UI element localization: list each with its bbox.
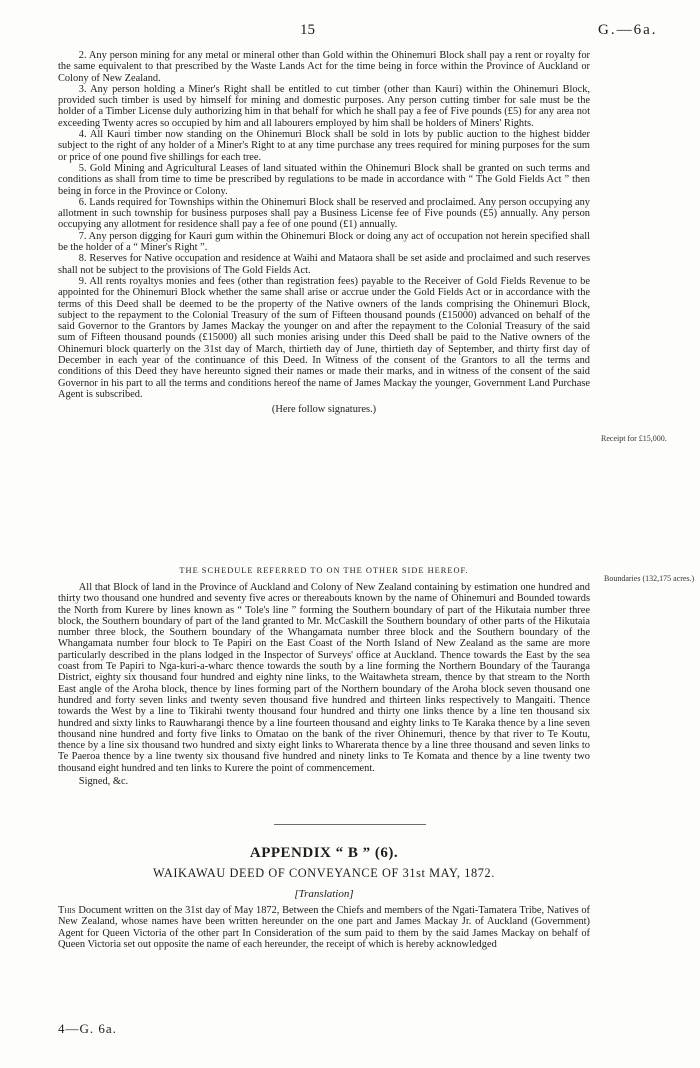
deed-text: [58, 905, 590, 950]
appendix-heading: APPENDIX “ B ” (6).: [249, 845, 399, 861]
deed-lead-word: This: [58, 905, 76, 916]
deed-body: Document written on the 31st day of May 1872, Between the Chiefs and members of the Ngati-Tamatera Tribe, Natives of New Zealand, whose names have been written hereunder on the one part and James Mackay Jr. of Auckland (Government) Agent for Queen Victoria of the other part In Consideration of the sum paid to them by the said James Mackay on behalf of Queen Victoria set out opposite the name of each hereunder, the receipt of which is hereby acknowledged: [58, 905, 590, 950]
clause-6: 6. Lands required for Townships within the Ohinemuri Block shall be reserved and proclaimed. Any person occupying any allotment in such township for business purposes shall pay a Business License fee of Five pounds (£5) annually. Any person occupying any allotment for residence shall pay a fee of one pound (£1) annually.: [58, 196, 590, 231]
margin-note-receipt: Receipt for £15,000.: [601, 434, 667, 443]
clause-7: 7. Any person digging for Kauri gum within the Ohinemuri Block or doing any act of occupation not herein specified shall be the holder of a “ Miner's Right ”.: [58, 230, 590, 254]
signature-mark: 4—G. 6a.: [58, 1021, 117, 1036]
schedule-text: All that Block of land in the Province of Auckland and Colony of New Zealand containing by estimation one hundred and thirty two thousand one hundred and seventy five acres or thereabouts known by the name of Ohinemuri and Bounded towards the North from Kurere by lines known as “ Tole's line ” forming the Southern boundary of part of the Hikutaia number three block, the Southern boundary of part of the land granted to Mr. McCaskill the Southern boundary of other parts of the Hikutaia number three block, the Southern boundary of the Whangamata number three block and the Southern boundary of the Whangamata number four block to Te Papiri on the East Coast of the North Island of New Zealand as the same are more particularly described in the plans lodged in the Inspector of Surveys' office at Auckland. Thence towards the East by the sea coast from Te Papiri to Nga-kuri-a-wharc thence towards the south by a line forming the Northern Boundary of the Tauranga District, eighty six thousand four hundred and eighty nine links, to the Waitawheta stream, thence by that stream to the North East angle of the Aroha block, thence by lines forming part of the Northern boundary of the Aroha block seven thousand one hundred and forty seven links and twenty seven thousand five hundred and thirteen links respectively to Mangaiti. Thence towards the West by a line to Tikirahi twenty thousand four hundred and thirty one links thence by a line ten thousand six hundred and sixty links to Rauwharangi thence by a line fourteen thousand and eighty links to Te Karaka thence by a line seven thousand nine hundred and forty five links to Omatao on the bank of the river Ohinemuri, thence by that river to Te Koutu, thence by a line six thousand two hundred and sixty eight links to Wharerata thence by a line three thousand and seven links to Te Paeroa thence by a line twenty six thousand five hundred and ninety links to Te Komata and thence by a line twenty two thousand eight hundred and ten links to Kurere the point of commencement.: [58, 582, 590, 774]
translation-label: [Translation]: [294, 888, 354, 900]
clause-2: 2. Any person mining for any metal or mineral other than Gold within the Ohinemuri Block shall pay a rent or royalty for the same equivalent to that prescribed by the Waste Lands Act for the time being in force within the Province of Auckland or Colony of New Zealand.: [58, 50, 590, 84]
schedule-section: [58, 582, 590, 787]
clause-3: 3. Any person holding a Miner's Right shall be entitled to cut timber (other than Kauri) within the Ohinemuri Block, provided such timber is used by himself for mining and domestic purposes. Any person cutting timber for sale must be the holder of a Timber License duly authorizing him in that behalf for which he shall pay a fee of Five pounds (£5) for any area not exceeding Twenty acres so occupied by him and all labourers employed by him shall be holders of Miners' Rights.: [58, 83, 590, 129]
page-number: 15: [300, 22, 315, 38]
clause-4: 4. All Kauri timber now standing on the Ohinemuri Block shall be sold in lots by public auction to the highest bidder subject to the right of any holder of a Miner's Right to at any time purchase any trees required for mining purposes for the sum or price of one pound five shillings for each tree.: [58, 129, 590, 163]
section-divider: [274, 824, 426, 825]
document-reference: G.—6a.: [598, 22, 658, 38]
margin-note-boundaries: Boundaries (132,175 acres.): [604, 574, 695, 583]
deed-of-conveyance: [58, 905, 590, 950]
appendix-subtitle: WAIKAWAU DEED OF CONVEYANCE OF 31st MAY, 1872.: [153, 866, 495, 880]
signed-line: Signed, &c.: [78, 776, 129, 788]
clause-5: 5. Gold Mining and Agricultural Leases of land situated within the Ohinemuri Block shall be granted on such terms and conditions as shall from time to time be prescribed by regulations to be made in accordance with “ The Gold Fields Act ” then being in force in the Province or Colony.: [58, 162, 590, 197]
schedule-heading: THE SCHEDULE REFERRED TO ON THE OTHER SIDE HEREOF.: [179, 566, 469, 575]
signatures-note: (Here follow signatures.): [271, 404, 377, 416]
deed-conditions: [58, 50, 590, 416]
clause-8: 8. Reserves for Native occupation and residence at Waihi and Mataora shall be set aside and proclaimed and such reserves shall not be subject to the provisions of The Gold Fields Act.: [58, 253, 590, 276]
clause-9: 9. All rents royaltys monies and fees (other than registration fees) payable to the Receiver of Gold Fields Revenue to be appointed for the Ohinemuri Block whether the same shall arise or accrue under the Gold Fields Act or in accordance with the terms of this Deed shall be deemed to be the property of the Native owners of the lands comprising the Ohinemuri Block, subject to the repayment to the Colonial Treasury of the sum of Fifteen thousand pounds (£15000) advanced on behalf of the said Governor to the Grantors by James Mackay the younger on and after the repayment to the Colonial Treasury of the said sum of Fifteen thousand pounds (£15000) all such monies arising under this Deed shall be paid to the Native owners of the Ohinemuri block quarterly on the 31st day of March, thirtieth day of June, thirtieth day of September, and thirty first day of December in each year of the continuance of this Deed. In Witness of the consent of the Grantors to all the terms and conditions of this Deed they have hereunto signed their names or made their marks, and in witness of the consent of the said Governor in his part to all the terms and conditions hereof the name of James Mackay the younger, Government Land Purchase Agent is subscribed.: [58, 275, 590, 400]
